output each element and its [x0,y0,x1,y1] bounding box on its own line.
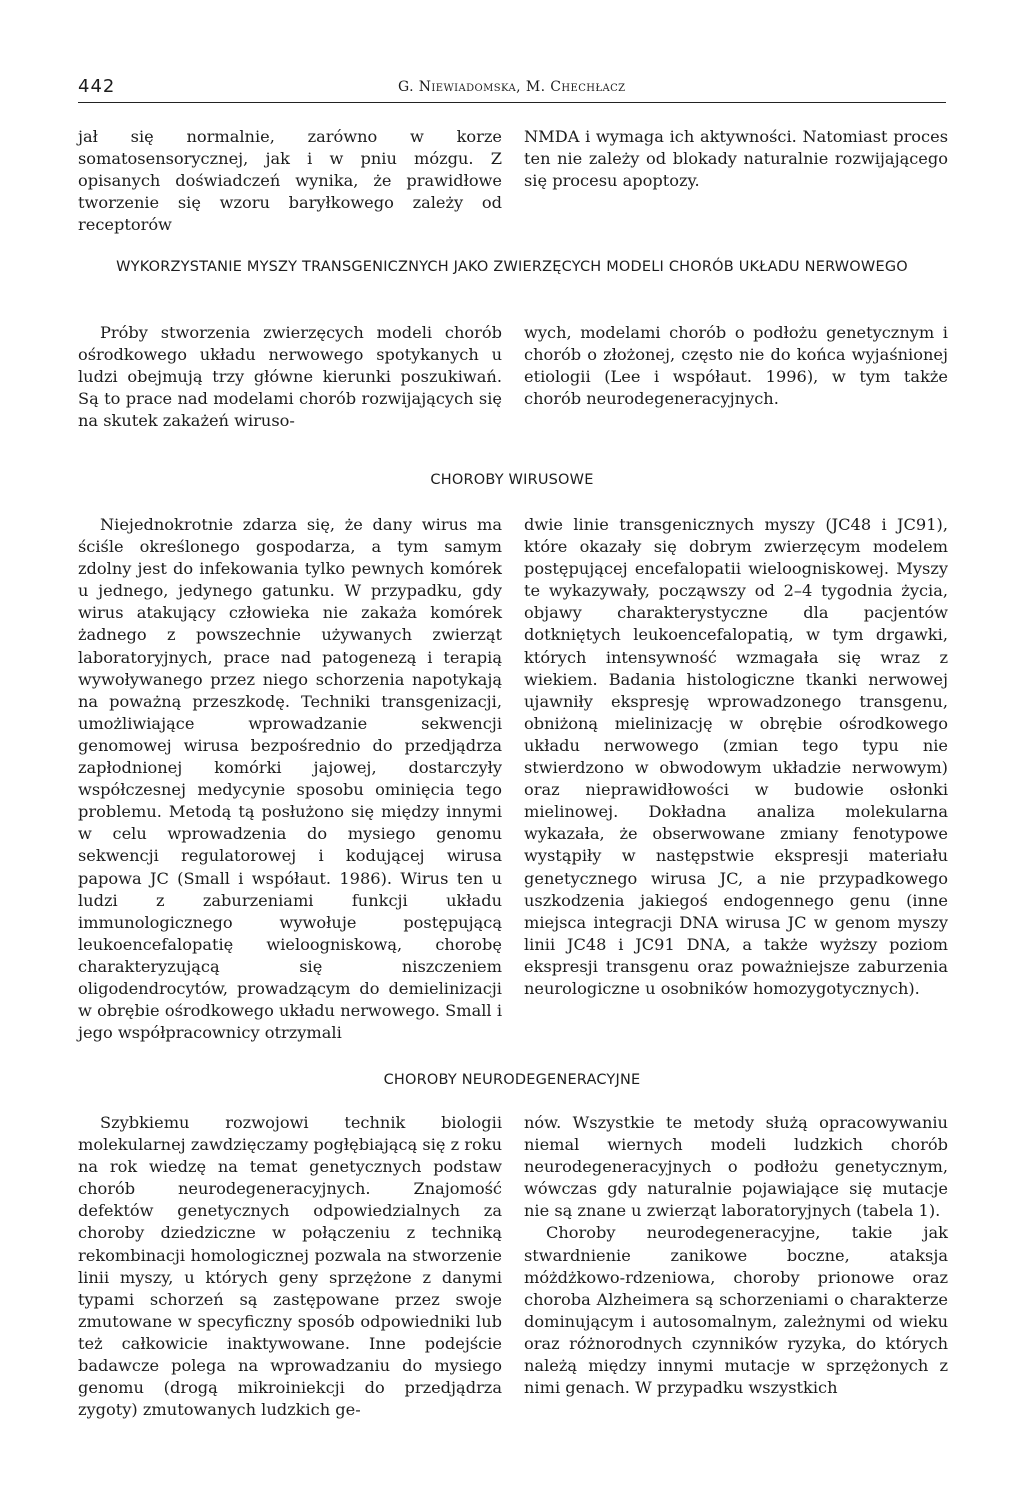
section1-left-text: Próby stworzenia zwierzęcych modeli chorób ośrodkowego układu nerwowego spotykanych u ludzi obejmują trzy główne kierunki poszukiwań. Są to prace nad modelami chorób rozwijających się na skutek zakażeń wiruso- [78,323,502,431]
page-number: 442 [78,76,116,97]
section3-left-column [78,1112,502,1421]
section1-columns [78,322,948,432]
page-header [78,76,946,103]
section3-columns [78,1112,948,1421]
section-heading-viral-diseases: CHOROBY WIRUSOWE [430,472,594,488]
section1-right-column [524,322,948,432]
section1-left-column [78,322,502,432]
section2-left-text: Niejednokrotnie zdarza się, że dany wirus ma ściśle określonego gospodarza, a tym samym zdolny jest do infekowania tylko pewnych komórek u jednego, jedynego gatunku. W przypadku, gdy wirus atakujący człowieka nie zakaża komórek żadnego z powszechnie używanych zwierząt laboratoryjnych, prace nad patogenezą i terapią wywoływanego przez niego schorzenia napotykają na poważną przeszkodę. Techniki transgenizacji, umożliwiające wprowadzanie sekwencji genomowej wirusa bezpośrednio do przedjądrza zapłodnionej komórki jajowej, dostarczyły współczesnej medycynie sposobu ominięcia tego problemu. Metodą tą posłużono się między innymi w celu wprowadzenia do mysiego genomu sekwencji regulatorowej i kodującej wirusa papowa JC (Small i współaut. 1986). Wirus ten u ludzi z zaburzeniami funkcji układu immunologicznego wywołuje postępującą leukoencefalopatię wieloogniskową, chorobę charakteryzującą się niszczeniem oligodendrocytów, prowadzącym do demielinizacji w obrębie ośrodkowego układu nerwowego. Small i jego współpracownicy otrzymali [78,515,502,1043]
section3-right-column [524,1112,948,1421]
intro-right-column [524,126,948,236]
running-head-authors: G. Niewiadomska, M. Chechłacz [398,79,626,95]
section3-right-paragraph-2: Choroby neurodegeneracyjne, takie jak stwardnienie zanikowe boczne, ataksja móżdżkowo-rdzeniowa, choroby prionowe oraz choroba Alzheimera są schorzeniami o charakterze dominującym i autosomalnym, zależnymi od wieku oraz różnorodnych czynników ryzyka, do których należą między innymi mutacje w sprzężonych z nimi genach. W przypadku wszystkich [524,1223,948,1398]
section-heading-neurodegenerative-diseases: CHOROBY NEURODEGENERACYJNE [383,1072,641,1088]
intro-right-text: NMDA i wymaga ich aktywności. Natomiast proces ten nie zależy od blokady naturalnie rozwijającego się procesu apoptozy. [524,127,948,191]
section2-right-column [524,514,948,1044]
intro-left-column [78,126,502,236]
section-heading-transgenic-models: WYKORZYSTANIE MYSZY TRANSGENICZNYCH JAKO ZWIERZĘCYCH MODELI CHORÓB UKŁADU NERWOWEGO [116,259,908,275]
section3-left-text: Szybkiemu rozwojowi technik biologii molekularnej zawdzięczamy pogłębiającą się z roku na rok wiedzę na temat genetycznych podstaw chorób neurodegeneracyjnych. Znajomość defektów genetycznych odpowiedzialnych za choroby dziedziczne w połączeniu z techniką rekombinacji homologicznej pozwala na stworzenie linii myszy, u których geny sprzężone z danymi typami schorzeń są zastępowane przez swoje zmutowane w specyficzny sposób odpowiedniki lub też całkowicie inaktywowane. Inne podejście badawcze polega na wprowadzaniu do mysiego genomu (drogą mikroiniekcji do przedjądrza zygoty) zmutowanych ludzkich ge- [78,1113,503,1420]
intro-left-text: jał się normalnie, zarówno w korze somatosensorycznej, jak i w pniu mózgu. Z opisanych doświadczeń wynika, że prawidłowe tworzenie się wzoru baryłkowego zależy od receptorów [78,127,502,235]
section3-right-paragraph-1: nów. Wszystkie te metody służą opracowywaniu niemal wiernych modeli ludzkich chorób neurodegeneracyjnych o podłożu genetycznym, wówczas gdy naturalnie pojawiające się mutacje nie są znane u zwierząt laboratoryjnych (tabela 1). [524,1113,948,1221]
section1-right-text: wych, modelami chorób o podłożu genetycznym i chorób o złożonej, często nie do końca wyjaśnionej etiologii (Lee i współaut. 1996), w tym także chorób neurodegeneracyjnych. [524,323,948,409]
section2-left-column [78,514,502,1044]
section2-columns [78,514,948,1044]
section2-right-text: dwie linie transgenicznych myszy (JC48 i JC91), które okazały się dobrym zwierzęcym modelem postępującej encefalopatii wieloogniskowej. Myszy te wykazywały, począwszy od 2–4 tygodnia życia, objawy charakterystyczne dla pacjentów dotkniętych leukoencefalopatią, w tym drgawki, których intensywność wzmagała się wraz z wiekiem. Badania histologiczne tkanki nerwowej ujawniły ekspresję wprowadzonego transgenu, obniżoną mielinizację w obrębie ośrodkowego układu nerwowego (zmian tego typu nie stwierdzono w obwodowym układzie nerwowym) oraz nieprawidłowości w budowie osłonki mielinowej. Dokładna analiza molekularna wykazała, że obserwowane zmiany fenotypowe wystąpiły w następstwie ekspresji materiału genetycznego wirusa JC, a nie przypadkowego uszkodzenia jakiegoś endogennego genu (inne miejsca integracji DNA wirusa JC w genom myszy linii JC48 i JC91 DNA, a także wyższy poziom ekspresji transgenu oraz poważniejsze zaburzenia neurologiczne u osobników homozygotycznych). [524,515,948,998]
intro-columns [78,126,948,236]
